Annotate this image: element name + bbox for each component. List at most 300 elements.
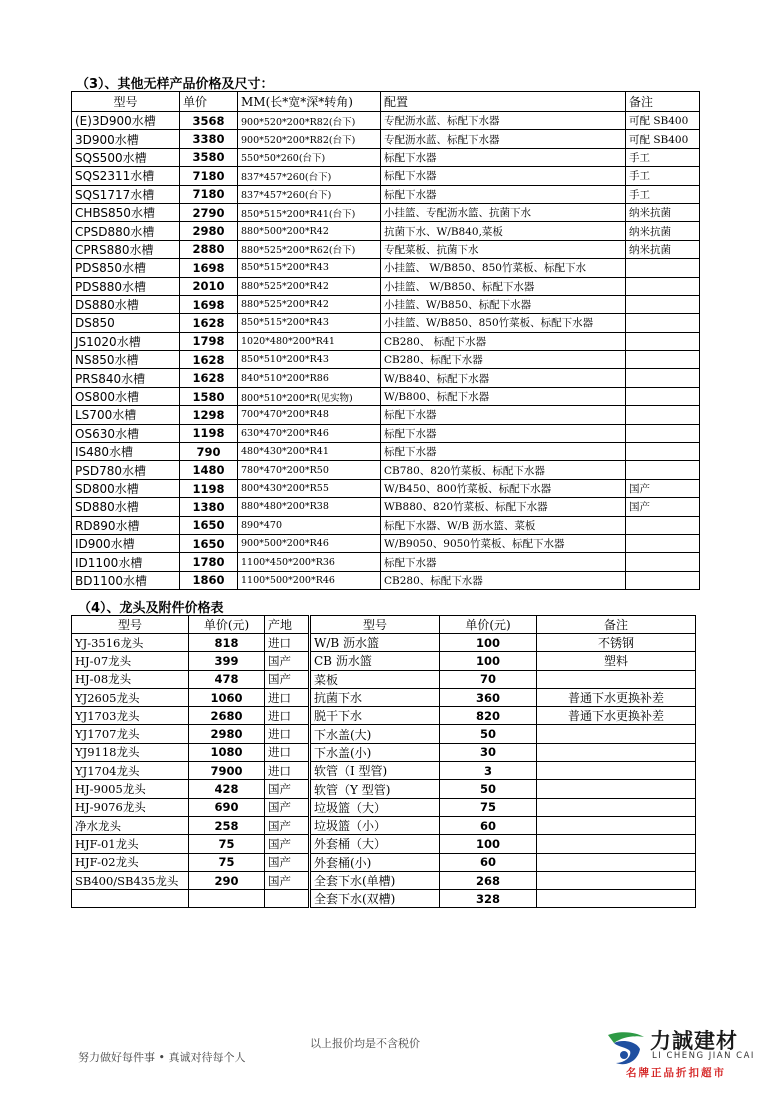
cell-model: NS850水槽	[72, 351, 180, 369]
cell-size: 700*470*200*R48	[238, 406, 381, 424]
cell-origin: 进口	[265, 743, 309, 761]
table-row	[72, 351, 700, 369]
cell-size: 840*510*200*R86	[238, 369, 381, 387]
col-header-model: 型号	[72, 616, 189, 634]
table-row	[311, 688, 696, 706]
table-row	[72, 743, 309, 761]
cell-origin: 国产	[265, 816, 309, 834]
logo-dot	[620, 1051, 628, 1059]
cell-price: 3380	[180, 130, 238, 148]
cell-model: YJ-3516龙头	[72, 634, 189, 652]
cell-note	[626, 424, 700, 442]
cell-model: OS630水槽	[72, 424, 180, 442]
table-row	[72, 871, 309, 889]
cell-model: DS850	[72, 314, 180, 332]
cell-size: 880*480*200*R38	[238, 498, 381, 516]
cell-note	[537, 816, 696, 834]
cell-model: HJ-08龙头	[72, 670, 189, 688]
cell-price: 258	[189, 816, 265, 834]
col-header-price: 单价(元)	[189, 616, 265, 634]
cell-price: 2790	[180, 203, 238, 221]
cell-model: PRS840水槽	[72, 369, 180, 387]
cell-note	[626, 332, 700, 350]
cell-model: HJ-9076龙头	[72, 798, 189, 816]
cell-config: 小挂篮、W/B850、标配下水器	[381, 295, 626, 313]
cell-model: LS700水槽	[72, 406, 180, 424]
cell-model	[72, 890, 189, 908]
cell-model: SQS500水槽	[72, 148, 180, 166]
cell-name: 下水盖(大)	[311, 725, 440, 743]
cell-model: RD890水槽	[72, 516, 180, 534]
cell-model: OS800水槽	[72, 387, 180, 405]
cell-price: 7900	[189, 762, 265, 780]
cell-config: 小挂篮、专配沥水篮、抗菌下水	[381, 203, 626, 221]
cell-price: 3568	[180, 112, 238, 130]
cell-model: 3D900水槽	[72, 130, 180, 148]
cell-size: 550*50*260(台下)	[238, 148, 381, 166]
table-row	[72, 314, 700, 332]
table-row	[72, 424, 700, 442]
cell-model: BD1100水槽	[72, 571, 180, 589]
cell-note: 普通下水更换补差	[537, 707, 696, 725]
table-row	[72, 406, 700, 424]
cell-config: 标配下水器	[381, 185, 626, 203]
cell-config: CB280、 标配下水器	[381, 332, 626, 350]
cell-model: YJ2605龙头	[72, 688, 189, 706]
cell-note	[626, 516, 700, 534]
cell-model: YJ1704龙头	[72, 762, 189, 780]
cell-size: 850*510*200*R43	[238, 351, 381, 369]
cell-size: 900*520*200*R82(台下)	[238, 112, 381, 130]
cell-origin: 进口	[265, 707, 309, 725]
cell-price: 75	[440, 798, 537, 816]
col-header-price: 单价	[180, 92, 238, 112]
cell-price: 70	[440, 670, 537, 688]
cell-note	[537, 871, 696, 889]
cell-price: 1198	[180, 424, 238, 442]
table-row	[311, 835, 696, 853]
cell-price: 1860	[180, 571, 238, 589]
cell-note	[537, 890, 696, 908]
cell-note	[626, 295, 700, 313]
cell-note: 可配 SB400	[626, 112, 700, 130]
col-header-model: 型号	[72, 92, 180, 112]
company-logo	[604, 1025, 774, 1081]
cell-note	[626, 387, 700, 405]
cell-origin: 进口	[265, 688, 309, 706]
cell-model: PSD780水槽	[72, 461, 180, 479]
section-3-title: （3）、其他无样产品价格及尺寸：	[76, 77, 274, 92]
cell-price: 1628	[180, 351, 238, 369]
cell-price: 818	[189, 634, 265, 652]
table-row	[72, 203, 700, 221]
cell-origin: 国产	[265, 670, 309, 688]
table-row	[72, 185, 700, 203]
table-row	[72, 443, 700, 461]
cell-model: ID1100水槽	[72, 553, 180, 571]
cell-size: 850*515*200*R43	[238, 314, 381, 332]
cell-config: W/B9050、9050竹菜板、标配下水器	[381, 534, 626, 552]
logo-name-cn: 力誠建材	[650, 1029, 738, 1053]
cell-note: 纳米抗菌	[626, 240, 700, 258]
cell-model: HJF-02龙头	[72, 853, 189, 871]
cell-size: 800*510*200*R(见实物)	[238, 387, 381, 405]
table-row	[72, 112, 700, 130]
cell-config: W/B800、标配下水器	[381, 387, 626, 405]
cell-model: SB400/SB435龙头	[72, 871, 189, 889]
cell-config: 专配沥水蓝、标配下水器	[381, 112, 626, 130]
cell-model: CPRS880水槽	[72, 240, 180, 258]
table-row	[72, 369, 700, 387]
cell-price: 100	[440, 835, 537, 853]
cell-size: 780*470*200*R50	[238, 461, 381, 479]
cell-price: 2010	[180, 277, 238, 295]
cell-price: 399	[189, 652, 265, 670]
cell-size: 880*525*200*R42	[238, 295, 381, 313]
cell-price: 60	[440, 816, 537, 834]
cell-price: 50	[440, 725, 537, 743]
cell-price: 30	[440, 743, 537, 761]
cell-price: 1650	[180, 534, 238, 552]
table-row	[311, 762, 696, 780]
table-row	[72, 479, 700, 497]
cell-note	[537, 743, 696, 761]
cell-price: 2980	[189, 725, 265, 743]
cell-price: 3580	[180, 148, 238, 166]
cell-note	[626, 314, 700, 332]
cell-model: IS480水槽	[72, 443, 180, 461]
cell-model: 净水龙头	[72, 816, 189, 834]
table-row	[311, 853, 696, 871]
cell-note	[626, 553, 700, 571]
table-row	[72, 835, 309, 853]
table-row	[72, 461, 700, 479]
cell-note	[626, 369, 700, 387]
sink-price-table	[71, 91, 700, 590]
cell-price: 690	[189, 798, 265, 816]
cell-price: 1580	[180, 387, 238, 405]
cell-size: 890*470	[238, 516, 381, 534]
cell-price: 100	[440, 634, 537, 652]
cell-origin: 进口	[265, 725, 309, 743]
cell-config: 小挂篮、 W/B850、标配下水器	[381, 277, 626, 295]
table-row	[72, 652, 309, 670]
cell-name: 软管（I 型管)	[311, 762, 440, 780]
cell-note	[626, 406, 700, 424]
cell-origin: 国产	[265, 652, 309, 670]
cell-name: 软管（Y 型管)	[311, 780, 440, 798]
cell-config: 标配下水器	[381, 424, 626, 442]
cell-note	[626, 351, 700, 369]
cell-config: 标配下水器	[381, 167, 626, 185]
cell-note: 不锈钢	[537, 634, 696, 652]
logo-name-en: LI CHENG JIAN CAI	[652, 1051, 755, 1061]
cell-note: 手工	[626, 167, 700, 185]
cell-config: W/B450、800竹菜板、标配下水器	[381, 479, 626, 497]
cell-model: YJ1707龙头	[72, 725, 189, 743]
cell-note	[626, 277, 700, 295]
cell-price: 1480	[180, 461, 238, 479]
cell-name: 抗菌下水	[311, 688, 440, 706]
table-row	[72, 130, 700, 148]
table-row	[72, 167, 700, 185]
cell-origin: 国产	[265, 853, 309, 871]
table-row	[311, 634, 696, 652]
cell-price: 820	[440, 707, 537, 725]
cell-price: 2880	[180, 240, 238, 258]
cell-config: 标配下水器	[381, 406, 626, 424]
cell-price: 7180	[180, 167, 238, 185]
faucet-price-table	[71, 615, 309, 908]
cell-price: 290	[189, 871, 265, 889]
cell-name: 菜板	[311, 670, 440, 688]
cell-origin: 进口	[265, 762, 309, 780]
cell-name: 全套下水(单槽)	[311, 871, 440, 889]
table-row	[72, 762, 309, 780]
col-header-config: 配置	[381, 92, 626, 112]
cell-config: CB280、标配下水器	[381, 571, 626, 589]
cell-config: CB280、标配下水器	[381, 351, 626, 369]
cell-price: 3	[440, 762, 537, 780]
cell-price: 1780	[180, 553, 238, 571]
cell-origin: 国产	[265, 871, 309, 889]
cell-config: 抗菌下水、W/B840,菜板	[381, 222, 626, 240]
cell-note: 纳米抗菌	[626, 203, 700, 221]
cell-model: YJ1703龙头	[72, 707, 189, 725]
cell-price: 1628	[180, 314, 238, 332]
table-row	[72, 240, 700, 258]
cell-price: 1380	[180, 498, 238, 516]
cell-note: 纳米抗菌	[626, 222, 700, 240]
cell-price: 428	[189, 780, 265, 798]
cell-price: 7180	[180, 185, 238, 203]
table-row	[72, 816, 309, 834]
cell-price: 268	[440, 871, 537, 889]
cell-price	[189, 890, 265, 908]
cell-price: 2680	[189, 707, 265, 725]
cell-origin	[265, 890, 309, 908]
cell-size: 630*470*200*R46	[238, 424, 381, 442]
table-row	[311, 743, 696, 761]
cell-size: 850*515*200*R43	[238, 259, 381, 277]
cell-config: 小挂篮、 W/B850、850竹菜板、标配下水	[381, 259, 626, 277]
col-header-name: 型号	[311, 616, 440, 634]
cell-name: 外套桶(小)	[311, 853, 440, 871]
cell-note: 塑料	[537, 652, 696, 670]
cell-price: 790	[180, 443, 238, 461]
cell-name: CB 沥水篮	[311, 652, 440, 670]
table-row	[72, 259, 700, 277]
cell-model: CPSD880水槽	[72, 222, 180, 240]
table-row	[311, 890, 696, 908]
cell-note: 可配 SB400	[626, 130, 700, 148]
cell-model: (E)3D900水槽	[72, 112, 180, 130]
cell-price: 60	[440, 853, 537, 871]
cell-size: 880*525*200*R62(台下)	[238, 240, 381, 258]
table-header-row	[311, 616, 696, 634]
cell-note: 手工	[626, 148, 700, 166]
cell-note: 手工	[626, 185, 700, 203]
table-row	[72, 890, 309, 908]
cell-config: 标配下水器	[381, 148, 626, 166]
table-row	[311, 725, 696, 743]
table-row	[72, 780, 309, 798]
cell-name: 垃圾篮（小）	[311, 816, 440, 834]
col-header-price: 单价(元)	[440, 616, 537, 634]
cell-name: W/B 沥水篮	[311, 634, 440, 652]
table-header-row	[72, 616, 309, 634]
table-row	[311, 780, 696, 798]
cell-size: 850*515*200*R41(台下)	[238, 203, 381, 221]
cell-model: YJ9118龙头	[72, 743, 189, 761]
table-row	[72, 516, 700, 534]
cell-note	[626, 443, 700, 461]
cell-note	[537, 670, 696, 688]
table-row	[72, 387, 700, 405]
cell-note	[537, 780, 696, 798]
cell-name: 外套桶（大）	[311, 835, 440, 853]
table-row	[72, 670, 309, 688]
cell-size: 800*430*200*R55	[238, 479, 381, 497]
table-row	[72, 332, 700, 350]
col-header-origin: 产地	[265, 616, 309, 634]
cell-price: 1798	[180, 332, 238, 350]
cell-price: 328	[440, 890, 537, 908]
cell-model: JS1020水槽	[72, 332, 180, 350]
cell-price: 2980	[180, 222, 238, 240]
cell-note	[537, 762, 696, 780]
table-row	[72, 534, 700, 552]
cell-size: 900*500*200*R46	[238, 534, 381, 552]
col-header-size: MM(长*宽*深*转角)	[238, 92, 381, 112]
table-row	[72, 222, 700, 240]
table-row	[311, 652, 696, 670]
cell-model: SQS1717水槽	[72, 185, 180, 203]
cell-price: 50	[440, 780, 537, 798]
cell-model: HJ-07龙头	[72, 652, 189, 670]
cell-model: SD800水槽	[72, 479, 180, 497]
cell-note	[626, 461, 700, 479]
accessory-price-table	[310, 615, 696, 908]
cell-note	[537, 853, 696, 871]
cell-model: HJF-01龙头	[72, 835, 189, 853]
tax-note: 以上报价均是不含税价	[310, 1037, 420, 1050]
table-row	[72, 707, 309, 725]
cell-note: 国产	[626, 498, 700, 516]
table-row	[72, 571, 700, 589]
cell-note	[626, 259, 700, 277]
table-row	[72, 553, 700, 571]
table-row	[311, 871, 696, 889]
section-4-title: （4）、龙头及附件价格表	[78, 601, 224, 616]
cell-note	[537, 798, 696, 816]
cell-model: PDS880水槽	[72, 277, 180, 295]
cell-origin: 国产	[265, 798, 309, 816]
logo-tagline: 名牌正品折扣超市	[626, 1067, 726, 1079]
cell-origin: 进口	[265, 634, 309, 652]
cell-model: DS880水槽	[72, 295, 180, 313]
cell-price: 1198	[180, 479, 238, 497]
cell-price: 1698	[180, 295, 238, 313]
cell-note	[537, 725, 696, 743]
cell-size: 837*457*260(台下)	[238, 167, 381, 185]
cell-model: ID900水槽	[72, 534, 180, 552]
cell-note	[626, 534, 700, 552]
table-row	[311, 798, 696, 816]
col-header-note: 备注	[537, 616, 696, 634]
cell-price: 1298	[180, 406, 238, 424]
cell-price: 478	[189, 670, 265, 688]
cell-config: 专配菜板、抗菌下水	[381, 240, 626, 258]
cell-note	[626, 571, 700, 589]
cell-price: 360	[440, 688, 537, 706]
cell-name: 全套下水(双槽)	[311, 890, 440, 908]
cell-price: 1080	[189, 743, 265, 761]
table-header-row	[72, 92, 700, 112]
cell-model: PDS850水槽	[72, 259, 180, 277]
cell-size: 900*520*200*R82(台下)	[238, 130, 381, 148]
cell-size: 1100*500*200*R46	[238, 571, 381, 589]
cell-config: CB780、820竹菜板、标配下水器	[381, 461, 626, 479]
table-row	[311, 816, 696, 834]
cell-origin: 国产	[265, 780, 309, 798]
table-row	[72, 634, 309, 652]
cell-price: 75	[189, 853, 265, 871]
cell-name: 垃圾篮（大）	[311, 798, 440, 816]
cell-config: 专配沥水蓝、标配下水器	[381, 130, 626, 148]
cell-model: SD880水槽	[72, 498, 180, 516]
cell-config: WB880、820竹菜板、标配下水器	[381, 498, 626, 516]
cell-config: 标配下水器	[381, 443, 626, 461]
cell-size: 880*500*200*R42	[238, 222, 381, 240]
cell-note: 国产	[626, 479, 700, 497]
cell-price: 1060	[189, 688, 265, 706]
cell-name: 下水盖(小)	[311, 743, 440, 761]
cell-name: 脱干下水	[311, 707, 440, 725]
cell-price: 1698	[180, 259, 238, 277]
cell-price: 75	[189, 835, 265, 853]
cell-model: SQS2311水槽	[72, 167, 180, 185]
cell-price: 100	[440, 652, 537, 670]
cell-model: CHBS850水槽	[72, 203, 180, 221]
table-row	[72, 277, 700, 295]
table-row	[311, 670, 696, 688]
cell-price: 1650	[180, 516, 238, 534]
cell-size: 480*430*200*R41	[238, 443, 381, 461]
cell-model: HJ-9005龙头	[72, 780, 189, 798]
cell-price: 1628	[180, 369, 238, 387]
cell-size: 880*525*200*R42	[238, 277, 381, 295]
cell-config: 标配下水器、W/B 沥水篮、菜板	[381, 516, 626, 534]
table-row	[72, 498, 700, 516]
cell-origin: 国产	[265, 835, 309, 853]
table-row	[72, 148, 700, 166]
table-row	[72, 688, 309, 706]
table-row	[72, 725, 309, 743]
table-row	[72, 798, 309, 816]
cell-config: 标配下水器	[381, 553, 626, 571]
cell-size: 1100*450*200*R36	[238, 553, 381, 571]
cell-size: 1020*480*200*R41	[238, 332, 381, 350]
table-row	[72, 295, 700, 313]
slogan: 努力做好每件事 • 真诚对待每个人	[78, 1051, 246, 1064]
cell-size: 837*457*260(台下)	[238, 185, 381, 203]
cell-note: 普通下水更换补差	[537, 688, 696, 706]
cell-note	[537, 835, 696, 853]
cell-config: W/B840、标配下水器	[381, 369, 626, 387]
col-header-note: 备注	[626, 92, 700, 112]
table-row	[72, 853, 309, 871]
